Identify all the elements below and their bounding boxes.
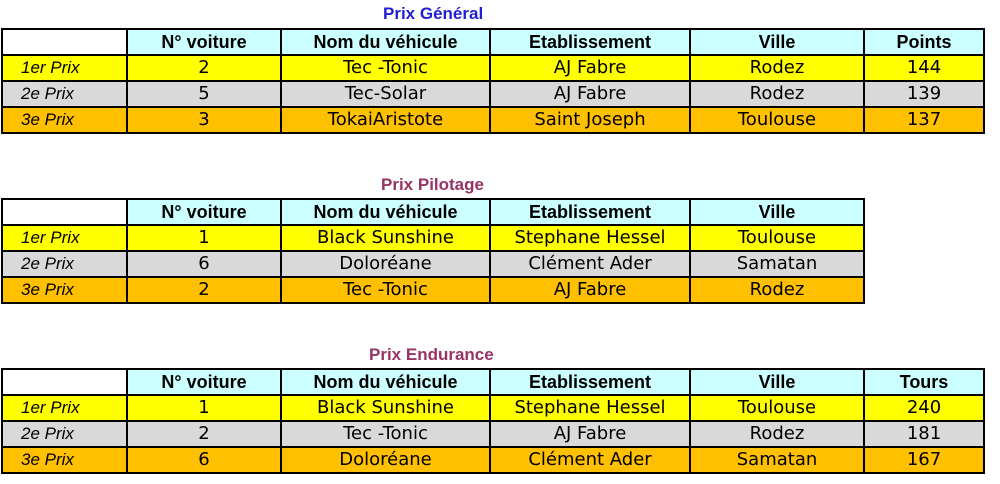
header-row [2, 199, 864, 225]
vehicle-name: Doloréane [281, 251, 490, 277]
points: 144 [864, 55, 984, 81]
header-city: Ville [690, 369, 864, 395]
prize-label: 2e Prix [2, 421, 127, 447]
school: Saint Joseph [490, 107, 690, 133]
prix-pilotage-title: Prix Pilotage [381, 175, 484, 194]
table-row [2, 395, 984, 421]
car-number: 5 [127, 81, 281, 107]
vehicle-name: Tec-Solar [281, 81, 490, 107]
prize-label: 3e Prix [2, 447, 127, 473]
school: Clément Ader [490, 251, 690, 277]
school: AJ Fabre [490, 277, 690, 303]
table-row [2, 277, 864, 303]
points: 139 [864, 81, 984, 107]
header-car-number: N° voiture [127, 369, 281, 395]
header-blank-cell [2, 29, 127, 55]
laps: 167 [864, 447, 984, 473]
vehicle-name: Doloréane [281, 447, 490, 473]
header-vehicle-name: Nom du véhicule [281, 29, 490, 55]
prix-endurance-title: Prix Endurance [369, 345, 494, 364]
header-car-number: N° voiture [127, 29, 281, 55]
table-row [2, 447, 984, 473]
header-vehicle-name: Nom du véhicule [281, 199, 490, 225]
table-row [2, 225, 864, 251]
prize-label: 1er Prix [2, 395, 127, 421]
prix-endurance-table [1, 368, 985, 474]
vehicle-name: Tec -Tonic [281, 421, 490, 447]
prize-label: 3e Prix [2, 277, 127, 303]
school: AJ Fabre [490, 421, 690, 447]
car-number: 2 [127, 421, 281, 447]
car-number: 6 [127, 447, 281, 473]
header-row [2, 369, 984, 395]
header-school: Etablissement [490, 199, 690, 225]
table-row [2, 251, 864, 277]
school: AJ Fabre [490, 81, 690, 107]
laps: 181 [864, 421, 984, 447]
city: Rodez [690, 81, 864, 107]
header-blank-cell [2, 199, 127, 225]
header-car-number: N° voiture [127, 199, 281, 225]
city: Toulouse [690, 107, 864, 133]
car-number: 1 [127, 395, 281, 421]
table-row [2, 107, 984, 133]
car-number: 6 [127, 251, 281, 277]
prize-label: 1er Prix [2, 225, 127, 251]
car-number: 1 [127, 225, 281, 251]
vehicle-name: Tec -Tonic [281, 55, 490, 81]
prize-label: 1er Prix [2, 55, 127, 81]
car-number: 3 [127, 107, 281, 133]
vehicle-name: Tec -Tonic [281, 277, 490, 303]
header-city: Ville [690, 29, 864, 55]
city: Samatan [690, 447, 864, 473]
vehicle-name: Black Sunshine [281, 395, 490, 421]
prix-general-table [1, 28, 985, 134]
header-laps: Tours [864, 369, 984, 395]
laps: 240 [864, 395, 984, 421]
header-city: Ville [690, 199, 864, 225]
prix-general-title: Prix Général [383, 4, 484, 23]
table-row [2, 55, 984, 81]
header-vehicle-name: Nom du véhicule [281, 369, 490, 395]
city: Toulouse [690, 395, 864, 421]
header-points: Points [864, 29, 984, 55]
school: AJ Fabre [490, 55, 690, 81]
city: Samatan [690, 251, 864, 277]
vehicle-name: TokaiAristote [281, 107, 490, 133]
school: Stephane Hessel [490, 225, 690, 251]
prix-pilotage-table [1, 198, 865, 304]
prize-label: 2e Prix [2, 81, 127, 107]
header-row [2, 29, 984, 55]
school: Stephane Hessel [490, 395, 690, 421]
school: Clément Ader [490, 447, 690, 473]
table-row [2, 421, 984, 447]
header-school: Etablissement [490, 29, 690, 55]
prize-label: 2e Prix [2, 251, 127, 277]
city: Rodez [690, 55, 864, 81]
city: Rodez [690, 421, 864, 447]
car-number: 2 [127, 55, 281, 81]
table-row [2, 81, 984, 107]
prize-label: 3e Prix [2, 107, 127, 133]
car-number: 2 [127, 277, 281, 303]
city: Toulouse [690, 225, 864, 251]
vehicle-name: Black Sunshine [281, 225, 490, 251]
header-blank-cell [2, 369, 127, 395]
points: 137 [864, 107, 984, 133]
header-school: Etablissement [490, 369, 690, 395]
city: Rodez [690, 277, 864, 303]
